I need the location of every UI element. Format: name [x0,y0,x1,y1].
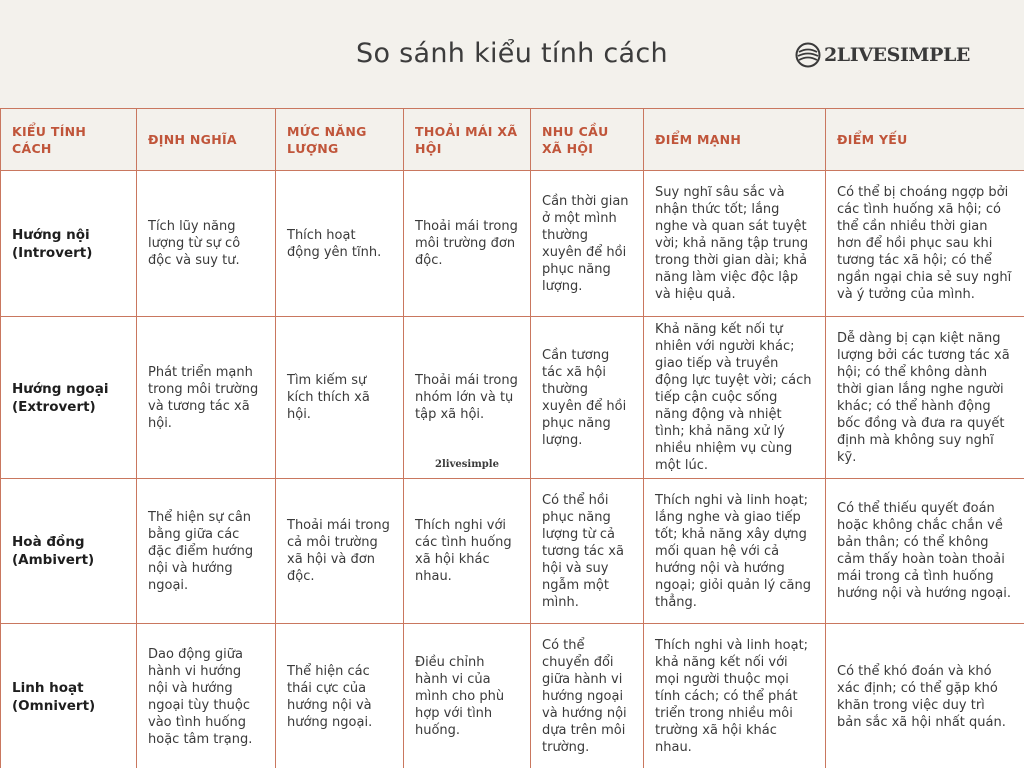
table-header-row [1,109,1024,171]
header-personality-type: KIỂU TÍNH CÁCH [1,109,137,171]
cell-weaknesses: Có thể bị choáng ngợp bởi các tình huống xã hội; có thể cần nhiều thời gian hơn để hồi phục sau khi tương tác xã hội; có thể ngần ngại chia sẻ suy nghĩ và ý tưởng của mình. [826,171,1024,317]
header-social-need: NHU CẦU XÃ HỘI [531,109,644,171]
cell-weaknesses: Dễ dàng bị cạn kiệt năng lượng bởi các tương tác xã hội; có thể không dành thời gian lắng nghe người khác; có thể hành động bốc đồng và đưa ra quyết định mà không suy nghĩ kỹ. [826,317,1024,479]
cell-strengths: Thích nghi và linh hoạt; lắng nghe và giao tiếp tốt; khả năng xây dựng mối quan hệ với cả hướng nội và hướng ngoại; giỏi quản lý căng thẳng. [644,479,826,624]
logo-circle-waves-icon [795,42,821,68]
page-header [0,0,1024,108]
cell-social-comfort: Thoải mái trong nhóm lớn và tụ tập xã hội. [415,373,518,422]
cell-weaknesses: Có thể thiếu quyết đoán hoặc không chắc chắn về bản thân; có thể không cảm thấy hoàn toàn thoải mái trong cả tình huống hướng nội và hướng ngoại. [826,479,1024,624]
cell-social-need: Cần tương tác xã hội thường xuyên để hồi phục năng lượng. [531,317,644,479]
cell-social-need: Có thể chuyển đổi giữa hành vi hướng ngoại và hướng nội dựa trên môi trường. [531,624,644,768]
cell-social-comfort: Thích nghi với các tình huống xã hội khác nhau. [404,479,531,624]
cell-social-need: Cần thời gian ở một mình thường xuyên để hồi phục năng lượng. [531,171,644,317]
cell-definition: Dao động giữa hành vi hướng nội và hướng ngoại tùy thuộc vào tình huống hoặc tâm trạng. [137,624,276,768]
cell-energy: Thể hiện các thái cực của hướng nội và hướng ngoại. [276,624,404,768]
brand-logo [795,42,970,68]
header-definition: ĐỊNH NGHĨA [137,109,276,171]
cell-social-need: Có thể hồi phục năng lượng từ cả tương tác xã hội và suy ngẫm một mình. [531,479,644,624]
page-title: So sánh kiểu tính cách [356,38,668,69]
header-weaknesses: ĐIỂM YẾU [826,109,1024,171]
cell-strengths: Suy nghĩ sâu sắc và nhận thức tốt; lắng nghe và quan sát tuyệt vời; khả năng tập trung trong thời gian dài; khả năng làm việc độc lập và hiệu quả. [644,171,826,317]
cell-energy: Thích hoạt động yên tĩnh. [276,171,404,317]
cell-type: Linh hoạt (Omnivert) [1,624,137,768]
brand-name: 2LIVESIMPLE [823,44,970,66]
table-row [1,171,1024,317]
cell-type: Hướng nội (Introvert) [1,171,137,317]
table-row [1,479,1024,624]
cell-social-comfort-with-watermark [404,317,531,479]
cell-type: Hướng ngoại (Extrovert) [1,317,137,479]
cell-definition: Phát triển mạnh trong môi trường và tương tác xã hội. [137,317,276,479]
header-social-comfort: THOẢI MÁI XÃ HỘI [404,109,531,171]
cell-social-comfort: Điều chỉnh hành vi của mình cho phù hợp với tình huống. [404,624,531,768]
header-energy-level: MỨC NĂNG LƯỢNG [276,109,404,171]
cell-energy: Thoải mái trong cả môi trường xã hội và đơn độc. [276,479,404,624]
comparison-table [0,108,1024,768]
cell-type: Hoà đồng (Ambivert) [1,479,137,624]
cell-definition: Tích lũy năng lượng từ sự cô độc và suy tư. [137,171,276,317]
cell-definition: Thể hiện sự cân bằng giữa các đặc điểm hướng nội và hướng ngoại. [137,479,276,624]
watermark: 2livesimple [435,459,499,470]
cell-social-comfort: Thoải mái trong môi trường đơn độc. [404,171,531,317]
cell-weaknesses: Có thể khó đoán và khó xác định; có thể gặp khó khăn trong việc duy trì bản sắc xã hội nhất quán. [826,624,1024,768]
table-row [1,317,1024,479]
cell-energy: Tìm kiếm sự kích thích xã hội. [276,317,404,479]
cell-strengths: Thích nghi và linh hoạt; khả năng kết nối với mọi người thuộc mọi tính cách; có thể phát triển trong nhiều môi trường xã hội khác nhau. [644,624,826,768]
header-strengths: ĐIỂM MẠNH [644,109,826,171]
table-row [1,624,1024,768]
cell-strengths: Khả năng kết nối tự nhiên với người khác; giao tiếp và truyền động lực tuyệt vời; cách tiếp cận cuộc sống năng động và nhiệt tình; khả năng xử lý nhiều nhiệm vụ cùng một lúc. [644,317,826,479]
